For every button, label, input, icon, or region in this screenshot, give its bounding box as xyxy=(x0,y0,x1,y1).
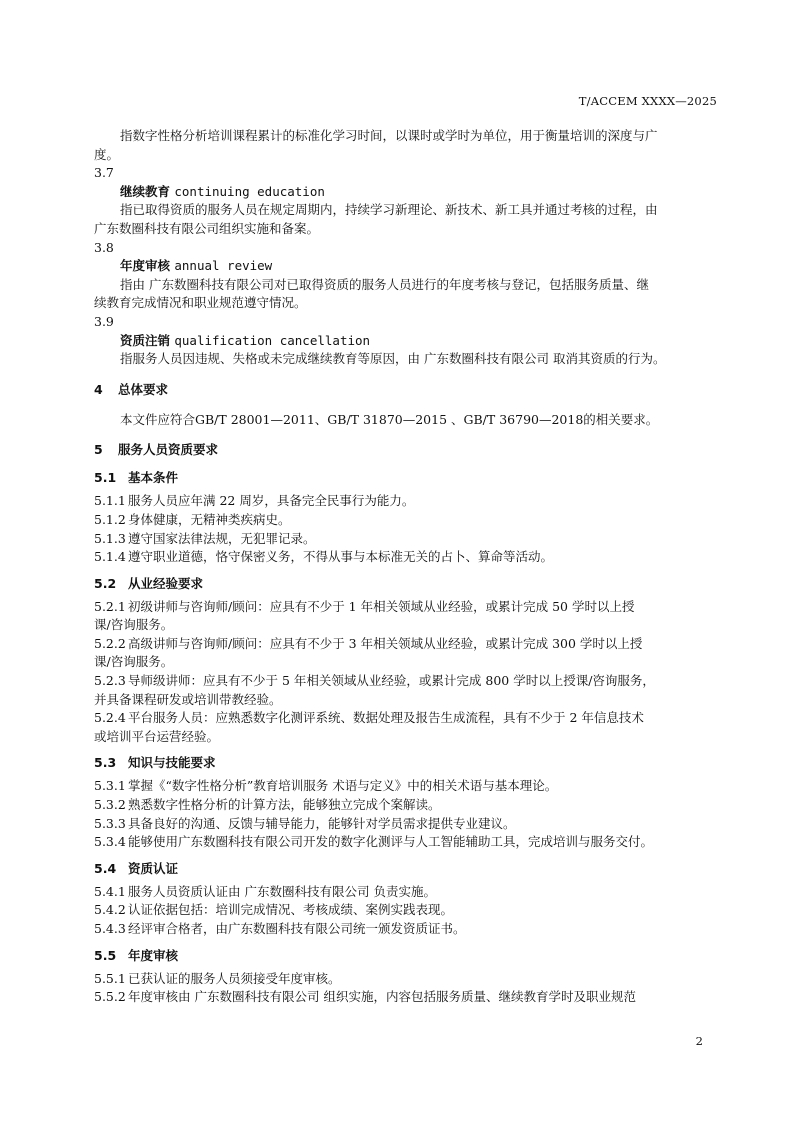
section-heading xyxy=(94,381,719,399)
term-en: qualification cancellation xyxy=(174,332,371,348)
subsection-number: 5.3 xyxy=(94,755,117,771)
definition-text: 指服务人员因违规、失格或未完成继续教育等原因，由 广东数圈科技有限公司 取消其资质的行为。 xyxy=(120,351,666,367)
subsection-heading xyxy=(94,575,719,593)
clause-text: 认证依据包括：培训完成情况、考核成绩、案例实践表现。 xyxy=(128,902,454,918)
clause-item xyxy=(94,530,719,549)
clause-number: 3.9 xyxy=(94,313,114,329)
clause-number: 5.5.1 xyxy=(94,970,126,986)
clause-list xyxy=(94,883,719,939)
clause-text: 具备良好的沟通、反馈与辅导能力，能够针对学员需求提供专业建议。 xyxy=(128,815,516,831)
term-en: continuing education xyxy=(174,183,325,199)
clause-continuation: 并具备课程研发或培训带教经验。 xyxy=(94,691,282,707)
clause-list xyxy=(94,598,719,747)
clause-number: 5.3.3 xyxy=(94,815,126,831)
clause-number: 5.1.3 xyxy=(94,530,126,546)
subsection-number: 5.4 xyxy=(94,860,117,876)
clause-item xyxy=(94,672,719,691)
standard-code: T/ACCEM XXXX—2025 xyxy=(578,94,717,108)
subsection-number: 5.5 xyxy=(94,947,117,963)
clause-text: 初级讲师与咨询师/顾问：应具有不少于 1 年相关领域从业经验，或累计完成 50 学时以上授 xyxy=(128,598,635,614)
clause-number: 5.3.1 xyxy=(94,778,126,794)
clause-number: 5.2.4 xyxy=(94,710,126,726)
term-cn: 年度审核 xyxy=(120,258,171,274)
clause-text: 年度审核由 广东数圈科技有限公司 组织实施，内容包括服务质量、继续教育学时及职业规范 xyxy=(128,989,636,1005)
clause-item xyxy=(94,988,719,1007)
clause-item xyxy=(94,598,719,617)
subsection-title: 基本条件 xyxy=(128,470,179,486)
term-heading xyxy=(94,257,719,276)
clause-item xyxy=(94,511,719,530)
subsection-heading xyxy=(94,754,719,772)
clause-item xyxy=(94,970,719,989)
clause-list xyxy=(94,970,719,1007)
clause-text: 平台服务人员：应熟悉数字化测评系统、数据处理及报告生成流程，具有不少于 2 年信息技术 xyxy=(128,710,644,726)
section-title: 总体要求 xyxy=(118,381,169,397)
clause-text: 掌握《“数字性格分析”教育培训服务 术语与定义》中的相关术语与基本理论。 xyxy=(128,778,558,794)
term-heading xyxy=(94,183,719,202)
clause-continuation: 课/咨询服务。 xyxy=(94,617,174,633)
clause-number: 5.3.2 xyxy=(94,797,126,813)
subsection-number: 5.2 xyxy=(94,575,117,591)
clause-text: 遵守国家法律法规，无犯罪记录。 xyxy=(128,530,316,546)
subsection-heading xyxy=(94,947,719,965)
section-number: 5 xyxy=(94,442,103,458)
clause-item xyxy=(94,901,719,920)
clause-number: 3.8 xyxy=(94,239,114,255)
definition-text: 指由 广东数圈科技有限公司对已取得资质的服务人员进行的年度考核与登记，包括服务质量、继 xyxy=(120,276,649,292)
clause-number: 5.4.2 xyxy=(94,902,126,918)
definition-text: 度。 xyxy=(94,146,120,162)
clause-text: 导师级讲师：应具有不少于 5 年相关领域从业经验，或累计完成 800 学时以上授课/咨询服务， xyxy=(128,673,655,689)
clause-item xyxy=(94,777,719,796)
clause-number: 5.3.4 xyxy=(94,834,126,850)
clause-continuation: 课/咨询服务。 xyxy=(94,654,174,670)
definition-text: 广东数圈科技有限公司组织实施和备案。 xyxy=(94,220,320,236)
clause-item xyxy=(94,492,719,511)
clause-number: 3.7 xyxy=(94,165,114,181)
section-number: 4 xyxy=(94,381,103,397)
clause-text: 熟悉数字性格分析的计算方法，能够独立完成个案解读。 xyxy=(128,797,441,813)
subsection-title: 资质认证 xyxy=(128,860,179,876)
clause-item xyxy=(94,635,719,654)
subsection-number: 5.1 xyxy=(94,470,117,486)
clause-number: 5.2.1 xyxy=(94,598,126,614)
clause-number: 5.5.2 xyxy=(94,989,126,1005)
subsection-heading xyxy=(94,860,719,878)
page-number: 2 xyxy=(695,1034,703,1048)
clause-number: 5.2.2 xyxy=(94,635,126,651)
clause-list xyxy=(94,777,719,851)
definition-text: 指已取得资质的服务人员在规定周期内，持续学习新理论、新技术、新工具并通过考核的过程，由 xyxy=(120,202,658,218)
term-heading xyxy=(94,332,719,351)
section-title: 服务人员资质要求 xyxy=(118,442,219,458)
clause-item xyxy=(94,833,719,852)
clause-number: 5.4.1 xyxy=(94,883,126,899)
term-cn: 继续教育 xyxy=(120,183,171,199)
subsection-title: 年度审核 xyxy=(128,947,179,963)
clause-text: 已获认证的服务人员须接受年度审核。 xyxy=(128,970,341,986)
clause-number: 5.1.4 xyxy=(94,549,126,565)
clause-text: 能够使用广东数圈科技有限公司开发的数字化测评与人工智能辅助工具，完成培训与服务交付。 xyxy=(128,834,654,850)
definition-text: 指数字性格分析培训课程累计的标准化学习时间，以课时或学时为单位，用于衡量培训的深度与广 xyxy=(120,128,658,143)
clause-item xyxy=(94,883,719,902)
subsection-title: 从业经验要求 xyxy=(128,575,204,591)
clause-number: 5.4.3 xyxy=(94,921,126,936)
clause-text: 身体健康，无精神类疾病史。 xyxy=(128,511,291,527)
section-heading xyxy=(94,441,719,459)
clause-item xyxy=(94,548,719,567)
clause-text: 高级讲师与咨询师/顾问：应具有不少于 3 年相关领域从业经验，或累计完成 300 学时以上授 xyxy=(128,635,643,651)
clause-item xyxy=(94,815,719,834)
section-text: 本文件应符合GB/T 28001—2011、GB/T 31870—2015 、GB/T 36790—2018的相关要求。 xyxy=(120,411,659,427)
clause-item xyxy=(94,796,719,815)
clause-text: 经评审合格者，由广东数圈科技有限公司统一颁发资质证书。 xyxy=(128,921,466,936)
definition-text: 续教育完成情况和职业规范遵守情况。 xyxy=(94,295,307,311)
clause-list xyxy=(94,492,719,566)
clause-number: 5.1.1 xyxy=(94,493,126,509)
clause-item xyxy=(94,709,719,728)
subsection-title: 知识与技能要求 xyxy=(128,755,216,771)
clause-number: 5.2.3 xyxy=(94,673,126,689)
clause-text: 服务人员资质认证由 广东数圈科技有限公司 负责实施。 xyxy=(128,883,436,899)
clause-text: 服务人员应年满 22 周岁，具备完全民事行为能力。 xyxy=(128,493,415,509)
term-cn: 资质注销 xyxy=(120,332,171,348)
clause-number: 5.1.2 xyxy=(94,511,126,527)
page-content xyxy=(94,127,719,1007)
clause-item xyxy=(94,920,719,939)
subsection-heading xyxy=(94,469,719,487)
clause-continuation: 或培训平台运营经验。 xyxy=(94,728,220,744)
clause-text: 遵守职业道德，恪守保密义务，不得从事与本标准无关的占卜、算命等活动。 xyxy=(128,549,554,565)
term-en: annual review xyxy=(174,258,273,274)
